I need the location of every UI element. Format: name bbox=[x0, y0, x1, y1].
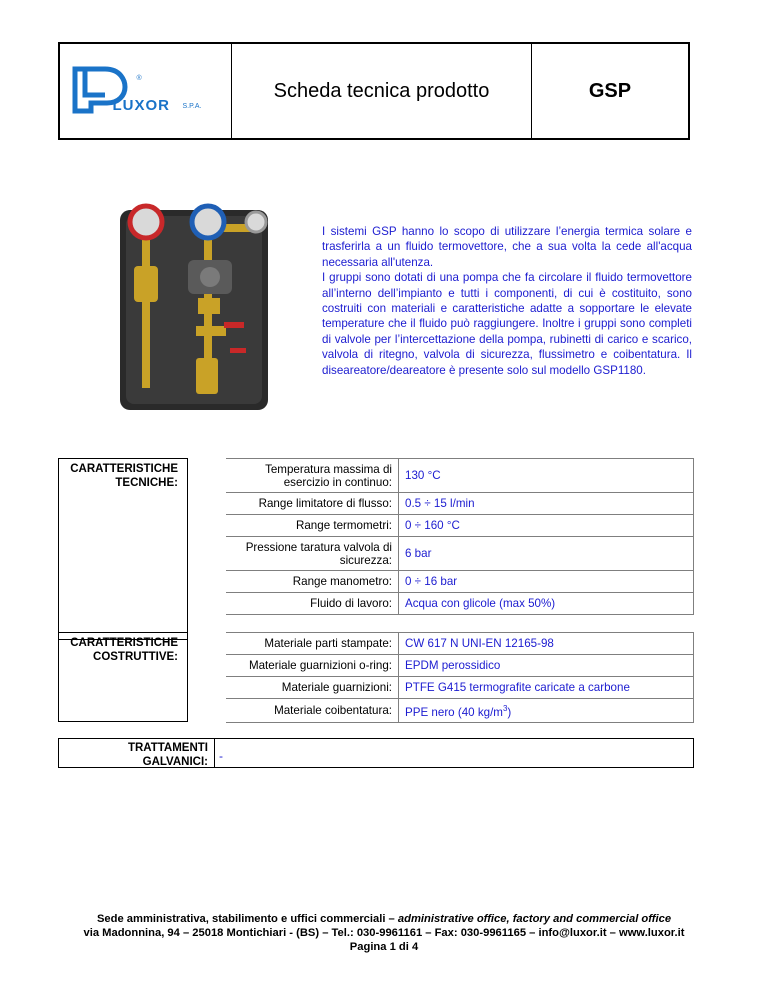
galvanic-label-line2: GALVANICI: bbox=[142, 756, 208, 768]
spec-label: Materiale guarnizioni: bbox=[226, 677, 399, 699]
spec-value: 0 ÷ 16 bar bbox=[399, 571, 694, 593]
pump-station-photo bbox=[112, 198, 290, 420]
spec-label: Materiale coibentatura: bbox=[226, 699, 399, 723]
construction-section-label bbox=[58, 632, 188, 722]
galvanic-label-line1: TRATTAMENTI bbox=[127, 742, 208, 754]
table-row bbox=[226, 593, 694, 615]
spec-label: Range limitatore di flusso: bbox=[226, 493, 399, 515]
spec-label: Fluido di lavoro: bbox=[226, 593, 399, 615]
product-description bbox=[322, 224, 692, 378]
footer-contacts: via Madonnina, 94 – 25018 Montichiari - (BS) – Tel.: 030-9961161 – Fax: 030-9961165 – info@luxor.it – www.luxor.it bbox=[83, 927, 685, 939]
logo-wordmark: LUXOR bbox=[112, 97, 170, 114]
table-row bbox=[226, 537, 694, 571]
spec-label: Temperatura massima di esercizio in continuo: bbox=[226, 459, 399, 493]
page-number: Pagina 1 di 4 bbox=[349, 941, 419, 953]
spec-value: PTFE G415 termografite caricate a carbone bbox=[399, 677, 694, 699]
description-paragraph-2: I gruppi sono dotati di una pompa che fa circolare il fluido termovettore all’interno dell’impianto e tutti i componenti, di cui è costituito, sono costruiti con materiali e caratteristiche adatte a sopportare le elevate temperature che il fluido può raggiungere. Inoltre i gruppi sono completi di valvole per l’intercettazione della pompa, rubinetti di carico e scarico, valvola di ritegno, valvola di sicurezza, flussimetro e coibentatura. Il diseareatore/deareatore è presente solo sul modello GSP1180. bbox=[322, 271, 692, 377]
galvanic-value: - bbox=[219, 749, 223, 763]
table-row bbox=[226, 677, 694, 699]
spec-label: Range termometri: bbox=[226, 515, 399, 537]
table-row bbox=[226, 493, 694, 515]
product-code: GSP bbox=[588, 79, 632, 102]
technical-section-label bbox=[58, 458, 188, 640]
spec-value: CW 617 N UNI-EN 12165-98 bbox=[399, 633, 694, 655]
spec-value: EPDM perossidico bbox=[399, 655, 694, 677]
footer-address-line1 bbox=[40, 912, 728, 926]
table-row bbox=[226, 515, 694, 537]
footer-office-it: Sede amministrativa, stabilimento e uffici commerciali – bbox=[96, 913, 398, 925]
construction-label-line1: CARATTERISTICHE bbox=[70, 637, 178, 649]
table-row bbox=[226, 699, 694, 723]
description-paragraph-1: I sistemi GSP hanno lo scopo di utilizzare l’energia termica solare e trasferirla a un fluido termovettore, che a sua volta la cede all'acqua necessaria all'utenza. bbox=[322, 225, 692, 269]
table-row bbox=[226, 571, 694, 593]
table-row bbox=[226, 633, 694, 655]
document-title: Scheda tecnica prodotto bbox=[232, 44, 532, 138]
spec-value: 130 °C bbox=[399, 459, 694, 493]
construction-label-line2: COSTRUTTIVE: bbox=[93, 651, 178, 663]
spec-value-text: PPE nero (40 kg/m bbox=[405, 705, 503, 719]
registered-mark: ® bbox=[136, 75, 142, 82]
spec-value: 0 ÷ 160 °C bbox=[399, 515, 694, 537]
spec-value: 6 bar bbox=[399, 537, 694, 571]
spec-value: Acqua con glicole (max 50%) bbox=[399, 593, 694, 615]
spec-value: 0.5 ÷ 15 l/min bbox=[399, 493, 694, 515]
luxor-logo bbox=[71, 61, 221, 121]
technical-spec-table bbox=[226, 458, 694, 615]
document-header bbox=[58, 42, 690, 140]
table-row bbox=[226, 459, 694, 493]
spec-value-end: ) bbox=[507, 705, 512, 719]
superscript: 3 bbox=[502, 704, 508, 714]
spec-label: Materiale guarnizioni o-ring: bbox=[226, 655, 399, 677]
footer-office-en: administrative office, factory and commercial office bbox=[397, 913, 672, 925]
logo-cell bbox=[60, 44, 232, 138]
spec-label: Pressione taratura valvola di sicurezza: bbox=[226, 537, 399, 571]
logo-suffix: S.P.A. bbox=[182, 103, 202, 110]
spec-label: Range manometro: bbox=[226, 571, 399, 593]
technical-label-line2: TECNICHE: bbox=[115, 477, 178, 489]
construction-spec-table bbox=[226, 632, 694, 723]
galvanic-row bbox=[58, 738, 694, 768]
technical-label-line1: CARATTERISTICHE bbox=[70, 463, 178, 475]
spec-value bbox=[399, 699, 694, 723]
page-footer bbox=[40, 912, 728, 954]
spec-label: Materiale parti stampate: bbox=[226, 633, 399, 655]
galvanic-label bbox=[59, 739, 215, 767]
table-row bbox=[226, 655, 694, 677]
